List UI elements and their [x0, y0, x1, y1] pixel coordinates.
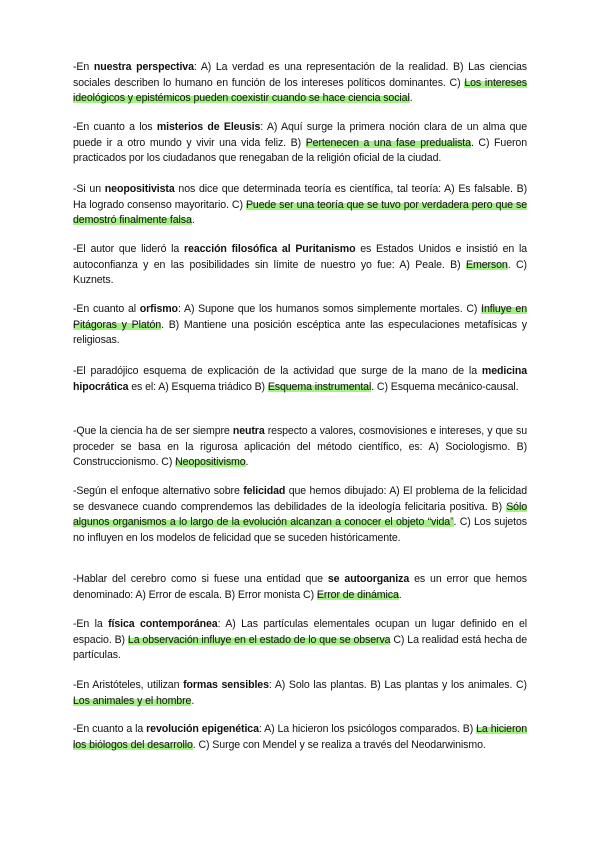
question-tail: . [191, 694, 195, 707]
question-tail: . C) Los sujetos no influyen en los modelos de felicidad que se suceden históricamente. [73, 516, 527, 544]
question-medicina-hipocratica [73, 364, 527, 395]
question-ciencia-neutra [73, 424, 527, 471]
question-tail: . [409, 92, 413, 105]
question-eleusis [73, 120, 527, 167]
question-options: es un error que hemos denominado: A) Error de escala. B) Error monista C) [73, 573, 528, 601]
question-prefix: -Según el enfoque alternativo sobre [73, 485, 244, 497]
question-options: es Estados Unidos e insistió en la autoconfianza y en las posibilidades sin límite de nuestro yo fue: A) Peale. B) [73, 243, 528, 271]
question-perspectiva [73, 60, 527, 107]
question-tail: C) La realidad está hecha de partículas. [73, 633, 527, 662]
question-neopositivista [73, 182, 527, 229]
question-prefix: -En la [73, 618, 109, 630]
question-tail: . C) Esquema mecánico-causal. [371, 380, 519, 393]
highlighted-answer: Puede ser una teoría que se tuvo por verdadera pero que se demostró finalmente falsa [73, 198, 527, 227]
question-tail: . C) Kuznets. [73, 258, 527, 287]
highlighted-answer: Error de dinámica [316, 588, 399, 601]
question-keyword: se autoorganiza [327, 573, 410, 585]
question-prefix: -En Aristóteles, utilizan [73, 679, 184, 691]
question-tail: . B) Mantiene una posición escéptica ante las especulaciones metafísicas y religiosas. [73, 318, 527, 347]
question-autoorganiza [73, 572, 527, 603]
question-keyword: neutra [232, 425, 265, 437]
question-tail: . [398, 588, 402, 601]
question-prefix: -Si un [73, 183, 105, 195]
question-options: : A) Aquí surge la primera noción clara de un alma que puede ir a otro mundo y vivir una vida feliz. B) [73, 121, 527, 149]
question-options: : A) Solo las plantas. B) Las plantas y los animales. C) [268, 679, 527, 691]
question-felicidad [73, 484, 527, 546]
question-keyword: orfismo [139, 303, 178, 315]
question-keyword: medicina hipocrática [73, 365, 527, 393]
highlighted-answer: Los intereses ideológicos y epistémicos pueden coexistir cuando se hace ciencia social [73, 76, 527, 105]
highlighted-answer: Esquema instrumental [267, 380, 372, 393]
question-tail: . C) Fueron practicados por los ciudadanos que renegaban de la religión oficial de la ciudad. [73, 136, 527, 165]
question-tail: . C) Surge con Mendel y se realiza a través del Neodarwinismo. [192, 738, 486, 751]
question-options: : A) La verdad es una representación de la realidad. B) Las ciencias sociales describen lo humano en función de los intereses políticos dominantes. C) [73, 61, 527, 89]
question-keyword: reacción filosófica al Puritanismo [184, 243, 356, 255]
question-keyword: neopositivista [104, 183, 175, 195]
question-options: : A) Supone que los humanos somos simplemente mortales. C) [177, 303, 482, 315]
question-prefix: -Que la ciencia ha de ser siempre [73, 425, 233, 437]
question-prefix: -En cuanto a los [73, 121, 157, 133]
highlighted-answer: Los animales y el hombre [73, 694, 192, 707]
question-prefix: -En [73, 61, 94, 73]
highlighted-answer: Influye en Pitágoras y Platón [73, 303, 527, 331]
highlighted-answer: La hicieron los biólogos del desarrollo [73, 723, 527, 751]
highlighted-answer: Emerson [466, 258, 508, 271]
question-options: nos dice que determinada teoría es científica, tal teoría: A) Es falsable. B) Ha logrado consenso mayoritario. C) [73, 183, 528, 211]
question-tail: . [245, 456, 249, 469]
question-tail: . [191, 214, 195, 227]
question-orfismo [73, 302, 527, 349]
highlighted-answer: Neopositivismo [175, 456, 246, 469]
question-options: : A) Las partículas elementales ocupan un lugar definido en el espacio. B) [73, 618, 528, 646]
question-options: que hemos dibujado: A) El problema de la felicidad se desvanece cuando comprendemos las debilidades de la ideología felicitaria positiva. B) [73, 485, 527, 513]
question-options: respecto a valores, cosmovisiones e intereses, y que su proceder se basa en la rigurosa aplicación del método científico, es: A) Sociologismo. B) Construccionismo. C) [73, 425, 527, 469]
highlighted-answer: Sólo algunos organismos a lo largo de la evolución alcanzan a conocer el objeto “vida” [73, 500, 527, 529]
question-keyword: misterios de Eleusis [156, 121, 261, 133]
question-options: es el: A) Esquema triádico B) [128, 380, 268, 393]
question-prefix: -El paradójico esquema de explicación de la actividad que surge de la mano de la [73, 365, 482, 377]
question-keyword: física contemporánea [108, 618, 218, 630]
question-prefix: -En cuanto al [73, 303, 140, 315]
question-formas-sensibles [73, 678, 527, 709]
question-puritanismo [73, 242, 527, 289]
question-keyword: formas sensibles [183, 679, 269, 691]
question-revolucion-epigenetica [73, 722, 527, 753]
highlighted-answer: La observación influye en el estado de lo que se observa [127, 633, 391, 646]
question-fisica-contemporanea [73, 617, 527, 664]
question-options: : A) La hicieron los psicólogos comparados. B) [258, 723, 477, 735]
question-keyword: felicidad [243, 485, 286, 497]
question-prefix: -Hablar del cerebro como si fuese una entidad que [73, 573, 328, 585]
highlighted-answer: Pertenecen a una fase predualista [305, 136, 471, 149]
question-prefix: -El autor que lideró la [73, 243, 185, 255]
question-keyword: nuestra perspectiva [93, 61, 194, 73]
question-prefix: -En cuanto a la [73, 723, 147, 735]
question-keyword: revolución epigenética [146, 723, 259, 735]
